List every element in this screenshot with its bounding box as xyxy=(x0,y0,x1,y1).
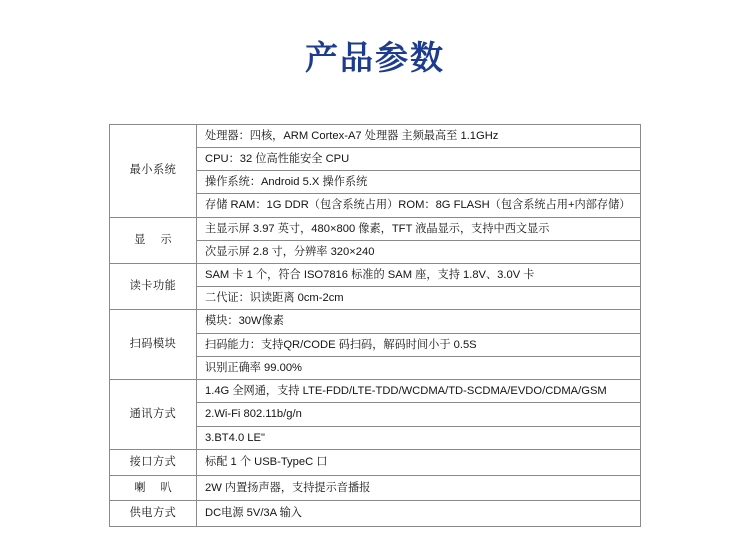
spec-label xyxy=(110,501,197,527)
spec-label xyxy=(110,380,197,450)
table-row xyxy=(110,475,641,501)
spec-table-body xyxy=(110,124,641,527)
spec-label xyxy=(110,217,197,263)
spec-value-cell xyxy=(197,124,641,217)
spec-label-text: 显 示 xyxy=(134,233,178,246)
spec-value-line: CPU：32 位高性能安全 CPU xyxy=(197,148,640,171)
spec-value-line: 操作系统：Android 5.X 操作系统 xyxy=(197,171,640,194)
spec-value-cell xyxy=(197,310,641,380)
page-title: 产品参数 xyxy=(305,39,445,76)
table-row xyxy=(110,449,641,475)
spec-label xyxy=(110,124,197,217)
table-row xyxy=(110,264,641,310)
spec-value-cell xyxy=(197,449,641,475)
spec-label-text: 读卡功能 xyxy=(129,280,177,293)
spec-table-wrapper xyxy=(109,124,641,528)
spec-value-line: 存储 RAM：1G DDR（包含系统占用）ROM：8G FLASH（包含系统占用+内部存储） xyxy=(205,199,631,212)
spec-value-line: DC电源 5V/3A 输入 xyxy=(205,507,302,520)
spec-value-line: 2.Wi-Fi 802.11b/g/n xyxy=(197,403,640,426)
spec-value-line: SAM 卡 1 个，符合 ISO7816 标准的 SAM 座，支持 1.8V、3.0V 卡 xyxy=(197,264,640,287)
table-row xyxy=(110,217,641,263)
spec-value-line: 2W 内置扬声器，支持提示音播报 xyxy=(205,481,371,494)
spec-value-line: 二代证：识读距离 0cm-2cm xyxy=(205,292,344,305)
spec-label-text: 喇 叭 xyxy=(134,481,178,494)
spec-value-line: 模块：30W像素 xyxy=(197,310,640,333)
spec-label xyxy=(110,264,197,310)
spec-label xyxy=(110,449,197,475)
table-row xyxy=(110,124,641,217)
spec-label xyxy=(110,475,197,501)
table-row xyxy=(110,380,641,450)
spec-label-text: 通讯方式 xyxy=(129,407,177,420)
spec-value-line: 处理器：四核，ARM Cortex-A7 处理器 主频最高至 1.1GHz xyxy=(197,125,640,148)
spec-value-line: 3.BT4.0 LE" xyxy=(205,431,265,444)
spec-value-cell xyxy=(197,380,641,450)
spec-value-line: 识别正确率 99.00% xyxy=(205,361,302,374)
spec-label-text: 供电方式 xyxy=(129,507,177,520)
spec-value-cell xyxy=(197,217,641,263)
spec-value-line: 1.4G 全网通，支持 LTE-FDD/LTE-TDD/WCDMA/TD-SCDMA/EVDO/CDMA/GSM xyxy=(197,380,640,403)
table-row xyxy=(110,310,641,380)
spec-label-text: 扫码模块 xyxy=(129,338,177,351)
spec-value-cell xyxy=(197,264,641,310)
spec-value-line: 扫码能力：支持QR/CODE 码扫码，解码时间小于 0.5S xyxy=(197,334,640,357)
spec-label xyxy=(110,310,197,380)
spec-value-cell xyxy=(197,475,641,501)
spec-label-text: 接口方式 xyxy=(129,455,177,468)
spec-value-line: 次显示屏 2.8 寸，分辨率 320×240 xyxy=(205,245,375,258)
spec-value-line: 主显示屏 3.97 英寸，480×800 像素，TFT 液晶显示，支持中西文显示 xyxy=(197,218,640,241)
spec-value-cell xyxy=(197,501,641,527)
spec-value-line: 标配 1 个 USB-TypeC 口 xyxy=(205,455,328,468)
spec-table xyxy=(109,124,641,528)
spec-label-text: 最小系统 xyxy=(129,164,177,176)
table-row xyxy=(110,501,641,527)
